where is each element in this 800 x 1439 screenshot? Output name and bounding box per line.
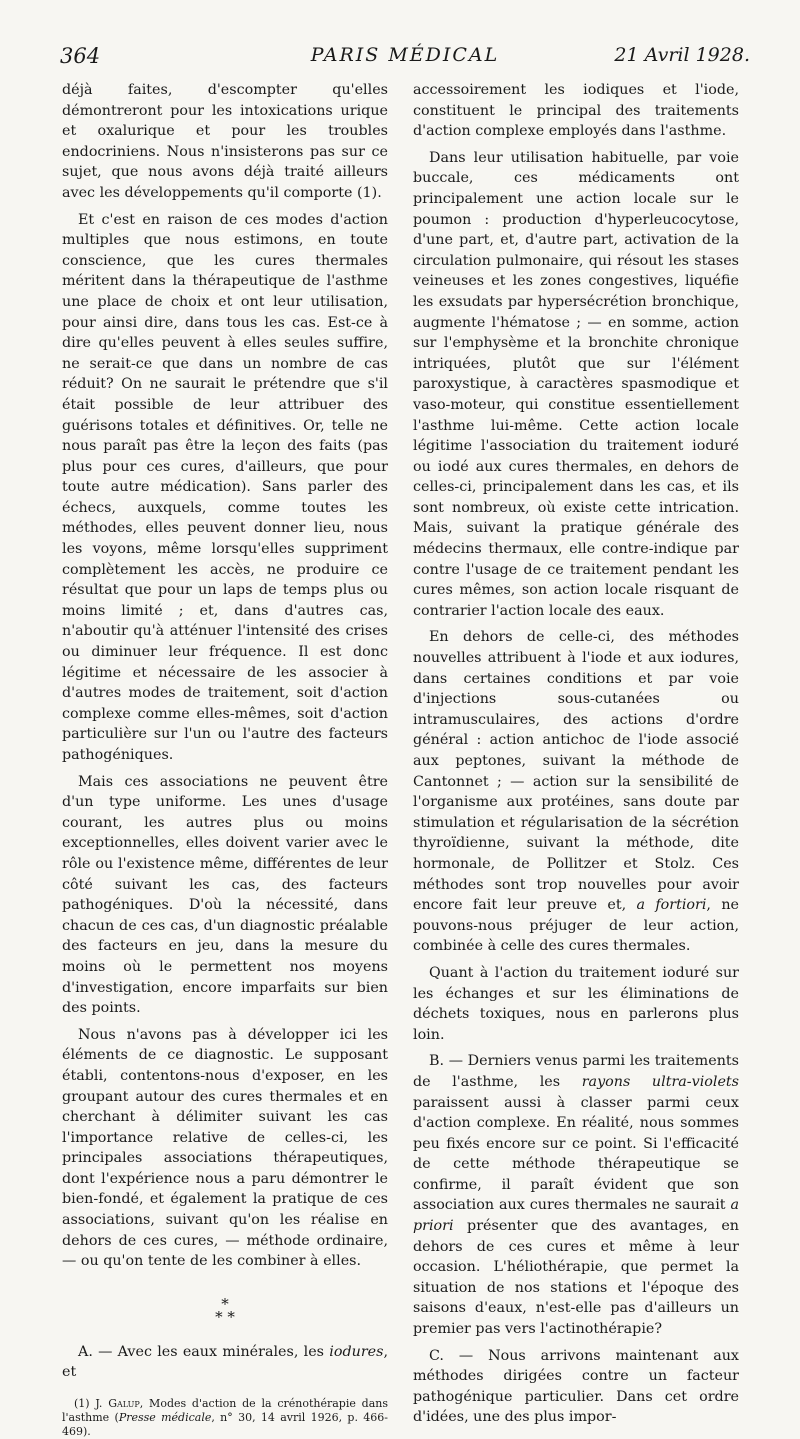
footnote-title: , Modes d'action de la crénothérapie dans l'asthme ( [62,1397,388,1425]
paragraph: Dans leur utilisation habituelle, par voie buccale, ces médicaments ont principalement une action locale sur le poumon : production d'hyperleucocytose, d'une part, et, d'autre part, activation de la circulation pulmonaire, qui résout les stases veineuses et les zones congestives, liquéfie les exsudats par hypersécrétion bronchique, augmente l'hématose ; — en somme, action sur l'emphysème et la bronchite chronique intriquées, plutôt que sur l'élément paroxystique, à caractères spasmodique et vaso-moteur, qui constitue essentiellement l'asthme lui-même. Cette action locale légitime l'association du traitement ioduré ou iodé aux cures thermales, en dehors de celles-ci, principalement dans les cas, et ils sont nombreux, où existe cette intrication. Mais, suivant la pratique générale des médecins thermaux, elle contre-indique par contre l'usage de ce traitement pendant les cures mêmes, son action locale risquant de contrarier l'action locale des eaux. [413,149,739,619]
left-column [62,80,388,1439]
right-column [413,80,739,1434]
paragraph: Et c'est en raison de ces modes d'action multiples que nous estimons, en toute conscience, que les cures thermales méritent dans la thérapeutique de l'asthme une place de choix et ont leur utilisation, pour ainsi dire, dans tous les cas. Est-ce à dire qu'elles peuvent à elles seules suffire, ne serait-ce que dans un nombre de cas réduit? On ne saurait le prétendre que s'il était possible de leur attribuer des guérisons totales et définitives. Or, telle ne nous paraît pas être la leçon des faits (pas plus pour ces cures, d'ailleurs, que pour toute autre médication). Sans parler des échecs, auxquels, comme toutes les méthodes, elles peuvent donner lieu, nous les voyons, même lorsqu'elles suppriment complètement les accès, ne produire ce résultat que pour un laps de temps plus ou moins limité ; et, dans d'autres cas, n'aboutir qu'à atténuer l'intensité des crises ou diminuer leur fréquence. Il est donc légitime et nécessaire de les associer à d'autres modes de traitement, soit d'action complexe comme elles-mêmes, soit d'action particulière sur l'un ou l'autre des facteurs pathogéniques. [62,211,388,763]
paragraph: déjà faites, d'escompter qu'elles démontreront pour les intoxications urique et oxalurique et pour les troubles endocriniens. Nous n'insisterons pas sur ce sujet, que nous avons déjà traité ailleurs avec les développements qu'il comporte (1). [62,82,388,201]
section-c-paragraph: C. — Nous arrivons maintenant aux méthodes dirigées contre un facteur pathogénique particulier. Dans cet ordre d'idées, une des plus impor- [413,1347,739,1426]
paragraph: accessoirement les iodiques et l'iode, constituent le principal des traitements d'action complexe employés dans l'asthme. [413,82,739,140]
paragraph: Quant à l'action du traitement ioduré sur les échanges et sur les éliminations de déchets toxiques, nous en parlerons plus loin. [413,964,739,1043]
page-number: 364 [60,44,101,68]
italic-term: a fortiori [636,897,707,914]
section-a-prefix: A. — Avec les eaux minérales, les [78,1343,330,1360]
asterism-bottom: * * [215,1307,235,1326]
issue-date: 21 Avril 1928. [614,44,750,66]
section-b-paragraph [413,1051,739,1339]
section-a-suffix: , et [62,1343,388,1381]
paragraph: Nous n'avons pas à développer ici les éléments de ce diagnostic. Le supposant établi, contentons-nous d'exposer, en les groupant autour des cures thermales et en cherchant à délimiter suivant les cas l'importance relative de celles-ci, les principales associations thérapeutiques, dont l'expérience nous a paru démontrer le bien-fondé, et également la pratique de ces associations, suivant qu'on les réalise en dehors de ces cures, — méthode ordinaire, — ou qu'on tente de les combiner à elles. [62,1026,388,1270]
footnote-reference: , n° 30, 14 avril 1926, p. 466-469). [62,1411,389,1439]
paragraph [413,627,739,957]
italic-term: rayons ultra-violets [581,1073,740,1090]
footnote-journal: Presse médicale [118,1411,212,1425]
paragraph-text: , ne pouvons-nous préjuger de leur action, combinée à celle des cures thermales. [413,897,739,955]
paragraph-text: En dehors de celle-ci, des méthodes nouvelles attribuent à l'iode et aux iodures, dans certaines conditions et par voie d'injections sous-cutanées ou intramusculaires, des actions d'ordre général : action antichoc de l'iode associé aux peptones, suivant la méthode de Cantonnet ; — action sur la sensibilité de l'organisme aux protéines, sans doute par stimulation et régularisation de la sécrétion thyroïdienne, suivant la méthode, dite hormonale, de Pollitzer et Stolz. Ces méthodes sont trop nouvelles pour avoir encore fait leur preuve et, [413,629,739,914]
page-header [60,44,750,72]
footnote-prefix: (1) J. [74,1397,109,1411]
running-title: PARIS MÉDICAL [310,44,500,66]
section-asterism [62,1294,388,1326]
paragraph-text: B. — Derniers venus parmi les traitements de l'asthme, les [413,1053,739,1090]
paragraph-text: paraissent aussi à classer parmi ceux d'action complexe. En réalité, nous sommes peu fixés encore sur ce point. Si l'efficacité de cette méthode thérapeutique se confirme, il paraît évident que son association aux cures thermales ne saurait [413,1094,739,1214]
paragraph-text: présenter que des avantages, en dehors de ces cures et même à leur occasion. L'héliothérapie, que permet la situation de nos stations et l'époque des saisons d'eaux, n'est-elle pas d'ailleurs un premier pas vers l'actinothérapie? [413,1218,739,1338]
footnote [62,1397,388,1439]
section-a-italic: iodures [329,1343,384,1360]
asterism-top: * [221,1294,229,1313]
footnote-author: Galup [108,1397,140,1411]
paragraph: Mais ces associations ne peuvent être d'un type uniforme. Les unes d'usage courant, les autres plus ou moins exceptionnelles, elles doivent varier avec le rôle ou l'existence même, différentes de leur côté suivant les cas, des facteurs pathogéniques. D'où la nécessité, dans chacun de ces cas, d'un diagnostic préalable des facteurs en jeu, dans la mesure du moins où le permettent nos moyens d'investigation, encore imparfaits sur bien des points. [62,773,388,1017]
section-a-heading [62,1342,388,1383]
italic-term: a priori [413,1197,739,1235]
